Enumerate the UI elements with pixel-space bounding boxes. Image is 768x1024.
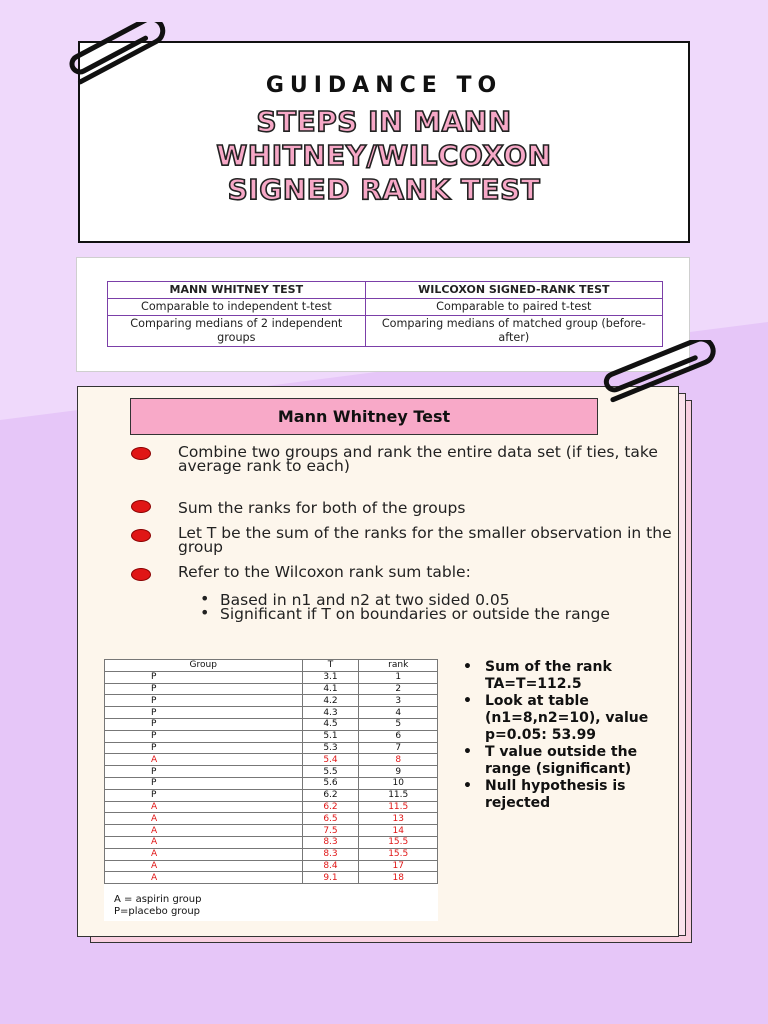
cell-group: A	[105, 836, 303, 848]
cell-rank: 11.5	[359, 801, 438, 813]
table-row	[105, 801, 438, 813]
rank-table-panel	[104, 659, 438, 921]
cell-group: P	[105, 707, 303, 719]
table-row	[105, 707, 438, 719]
cell-t: 9.1	[302, 872, 359, 884]
table-row	[105, 825, 438, 837]
step-item: Combine two groups and rank the entire data set (if ties, take average rank to each)	[178, 443, 658, 475]
comparison-cell: Comparable to independent t-test	[108, 299, 366, 316]
table-row	[105, 848, 438, 860]
cell-t: 5.5	[302, 766, 359, 778]
column-header-t: T	[302, 660, 359, 672]
cell-rank: 13	[359, 813, 438, 825]
sub-step-item: • Based in n1 and n2 at two sided 0.05	[196, 593, 666, 607]
cell-t: 5.4	[302, 754, 359, 766]
table-row	[105, 754, 438, 766]
cell-group: A	[105, 754, 303, 766]
cell-rank: 17	[359, 860, 438, 872]
cell-t: 8.3	[302, 848, 359, 860]
title-kicker: GUIDANCE TO	[265, 73, 503, 98]
legend-item: P=placebo group	[114, 906, 201, 917]
table-row	[105, 777, 438, 789]
note-item: • T value outside the range (significant)	[461, 744, 671, 778]
cell-rank: 18	[359, 872, 438, 884]
cell-rank: 6	[359, 730, 438, 742]
cell-t: 5.3	[302, 742, 359, 754]
page-title	[80, 105, 688, 207]
comparison-cell: Comparable to paired t-test	[365, 299, 662, 316]
step-item: Sum the ranks for both of the groups	[178, 499, 466, 517]
cell-group: A	[105, 848, 303, 860]
bullet-dot-icon	[131, 568, 151, 581]
cell-group: A	[105, 860, 303, 872]
table-row	[105, 813, 438, 825]
cell-rank: 15.5	[359, 836, 438, 848]
table-header-row	[105, 660, 438, 672]
step-item: Let T be the sum of the ranks for the smaller observation in the group	[178, 524, 672, 556]
table-row	[105, 718, 438, 730]
cell-rank: 7	[359, 742, 438, 754]
comparison-header-mann-whitney: MANN WHITNEY TEST	[108, 282, 366, 299]
mann-whitney-card	[77, 386, 679, 937]
cell-t: 8.4	[302, 860, 359, 872]
table-row	[105, 671, 438, 683]
note-item: • Look at table (n1=8,n2=10), value p=0.05: 53.99	[461, 693, 671, 744]
table-row	[105, 836, 438, 848]
cell-rank: 11.5	[359, 789, 438, 801]
cell-rank: 4	[359, 707, 438, 719]
section-heading: Mann Whitney Test	[130, 398, 598, 435]
bullet-dot-icon	[131, 500, 151, 513]
result-notes	[461, 659, 671, 812]
cell-group: P	[105, 683, 303, 695]
step-item: Refer to the Wilcoxon rank sum table:	[178, 563, 471, 581]
sub-step-item: • Significant if T on boundaries or outside the range	[196, 607, 666, 621]
paperclip-icon	[58, 22, 182, 86]
cell-rank: 15.5	[359, 848, 438, 860]
column-header-group: Group	[105, 660, 303, 672]
cell-rank: 14	[359, 825, 438, 837]
bullet-dot-icon	[131, 529, 151, 542]
cell-t: 6.2	[302, 789, 359, 801]
cell-rank: 3	[359, 695, 438, 707]
table-row	[105, 872, 438, 884]
cell-group: P	[105, 742, 303, 754]
cell-group: P	[105, 730, 303, 742]
cell-group: A	[105, 825, 303, 837]
cell-rank: 2	[359, 683, 438, 695]
cell-rank: 8	[359, 754, 438, 766]
comparison-table	[107, 281, 663, 347]
cell-rank: 5	[359, 718, 438, 730]
comparison-cell: Comparing medians of matched group (before-after)	[365, 316, 662, 347]
table-row	[105, 742, 438, 754]
legend-item: A = aspirin group	[114, 894, 202, 905]
note-item: • Null hypothesis is rejected	[461, 778, 671, 812]
cell-t: 8.3	[302, 836, 359, 848]
cell-t: 3.1	[302, 671, 359, 683]
note-item: • Sum of the rank TA=T=112.5	[461, 659, 671, 693]
title-line-3: SIGNED RANK TEST	[227, 173, 541, 206]
comparison-cell: Comparing medians of 2 independent groups	[108, 316, 366, 347]
bullet-dot-icon	[131, 447, 151, 460]
cell-t: 4.2	[302, 695, 359, 707]
column-header-rank: rank	[359, 660, 438, 672]
cell-group: P	[105, 671, 303, 683]
paperclip-icon	[590, 340, 730, 404]
cell-group: A	[105, 801, 303, 813]
cell-group: P	[105, 718, 303, 730]
cell-rank: 9	[359, 766, 438, 778]
cell-t: 7.5	[302, 825, 359, 837]
table-row	[105, 683, 438, 695]
table-row	[105, 730, 438, 742]
cell-t: 6.2	[302, 801, 359, 813]
title-line-2: WHITNEY/WILCOXON	[216, 139, 552, 172]
cell-t: 4.3	[302, 707, 359, 719]
cell-t: 4.1	[302, 683, 359, 695]
table-row	[105, 789, 438, 801]
cell-group: A	[105, 872, 303, 884]
cell-t: 5.6	[302, 777, 359, 789]
sub-step-list	[196, 593, 666, 621]
cell-group: P	[105, 766, 303, 778]
table-row	[105, 695, 438, 707]
cell-rank: 1	[359, 671, 438, 683]
cell-group: P	[105, 777, 303, 789]
title-line-1: STEPS IN MANN	[256, 105, 512, 138]
cell-t: 4.5	[302, 718, 359, 730]
cell-group: A	[105, 813, 303, 825]
cell-t: 5.1	[302, 730, 359, 742]
table-legend	[114, 894, 202, 918]
rank-table	[104, 659, 438, 884]
table-row	[105, 766, 438, 778]
cell-group: P	[105, 789, 303, 801]
cell-t: 6.5	[302, 813, 359, 825]
cell-group: P	[105, 695, 303, 707]
cell-rank: 10	[359, 777, 438, 789]
table-row	[105, 860, 438, 872]
comparison-header-wilcoxon: WILCOXON SIGNED-RANK TEST	[365, 282, 662, 299]
